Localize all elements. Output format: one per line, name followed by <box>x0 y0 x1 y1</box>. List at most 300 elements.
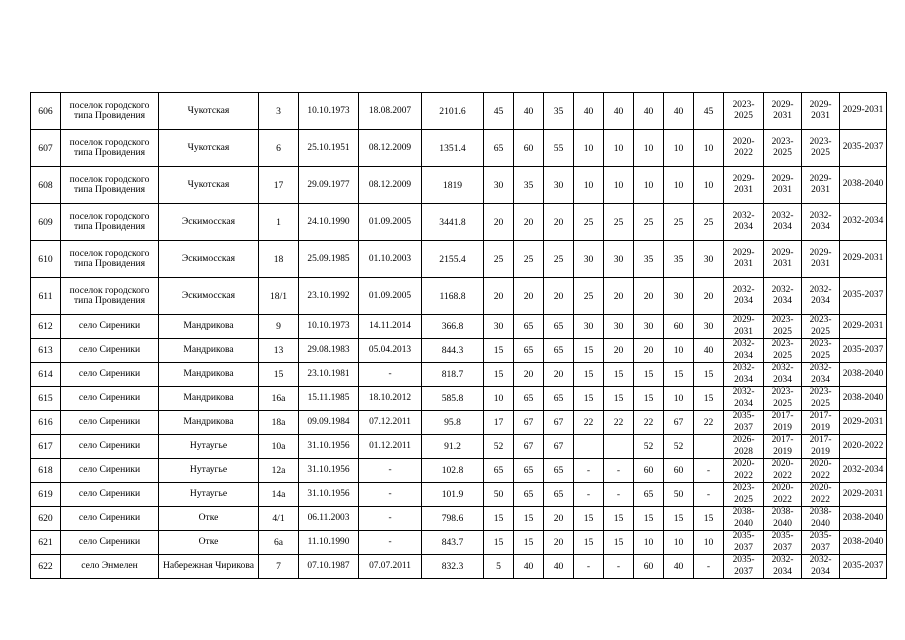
house-number-cell: 13 <box>259 339 299 363</box>
row-number-cell: 622 <box>31 555 61 579</box>
build-date-cell: 25.10.1951 <box>299 130 359 167</box>
survey-date-cell: 18.08.2007 <box>359 93 422 130</box>
table-row <box>31 278 887 315</box>
wear-percent-cell: 25 <box>574 204 604 241</box>
wear-percent-cell: 15 <box>694 363 724 387</box>
settlement-cell: поселок городского типа Провидения <box>61 130 159 167</box>
survey-date-cell: - <box>359 483 422 507</box>
area-cell: 91.2 <box>422 435 484 459</box>
wear-percent-cell: 25 <box>664 204 694 241</box>
repair-period-cell: 2029-2031 <box>764 167 802 204</box>
survey-date-cell: 08.12.2009 <box>359 167 422 204</box>
wear-percent-cell: 22 <box>694 411 724 435</box>
area-cell: 95.8 <box>422 411 484 435</box>
settlement-cell: поселок городского типа Провидения <box>61 204 159 241</box>
area-cell: 102.8 <box>422 459 484 483</box>
wear-percent-cell: 30 <box>484 315 514 339</box>
street-cell: Отке <box>159 507 259 531</box>
repair-period-cell: 2038-2040 <box>764 507 802 531</box>
repair-period-cell: 2032-2034 <box>724 387 764 411</box>
area-cell: 585.8 <box>422 387 484 411</box>
wear-percent-cell: 30 <box>664 278 694 315</box>
settlement-cell: село Сиреники <box>61 387 159 411</box>
build-date-cell: 15.11.1985 <box>299 387 359 411</box>
wear-percent-cell: 25 <box>604 204 634 241</box>
street-cell: Чукотская <box>159 130 259 167</box>
build-date-cell: 29.09.1977 <box>299 167 359 204</box>
wear-percent-cell: 52 <box>484 435 514 459</box>
wear-percent-cell: 60 <box>634 555 664 579</box>
house-number-cell: 9 <box>259 315 299 339</box>
wear-percent-cell: 40 <box>634 93 664 130</box>
repair-period-cell: 2023-2025 <box>764 387 802 411</box>
wear-percent-cell: 20 <box>694 278 724 315</box>
table-row <box>31 315 887 339</box>
repair-period-cell: 2035-2037 <box>724 555 764 579</box>
street-cell: Эскимосская <box>159 204 259 241</box>
wear-percent-cell: 30 <box>484 167 514 204</box>
wear-percent-cell: 5 <box>484 555 514 579</box>
settlement-cell: село Сиреники <box>61 459 159 483</box>
wear-percent-cell: 65 <box>514 315 544 339</box>
street-cell: Эскимосская <box>159 278 259 315</box>
street-cell: Мандрикова <box>159 387 259 411</box>
build-date-cell: 23.10.1981 <box>299 363 359 387</box>
repair-period-cell: 2035-2037 <box>840 339 887 363</box>
wear-percent-cell: 20 <box>514 278 544 315</box>
wear-percent-cell: 40 <box>664 93 694 130</box>
survey-date-cell: 07.12.2011 <box>359 411 422 435</box>
build-date-cell: 10.10.1973 <box>299 93 359 130</box>
table-row <box>31 483 887 507</box>
wear-percent-cell: 25 <box>484 241 514 278</box>
repair-period-cell: 2032-2034 <box>802 204 840 241</box>
street-cell: Нутаугье <box>159 483 259 507</box>
wear-percent-cell: 20 <box>484 278 514 315</box>
repair-period-cell: 2038-2040 <box>840 531 887 555</box>
repair-period-cell: 2029-2031 <box>802 167 840 204</box>
wear-percent-cell: 10 <box>664 387 694 411</box>
repair-period-cell: 2023-2025 <box>802 315 840 339</box>
wear-percent-cell: 52 <box>664 435 694 459</box>
repair-period-cell: 2020-2022 <box>764 459 802 483</box>
area-cell: 1351.4 <box>422 130 484 167</box>
repair-period-cell: 2032-2034 <box>840 204 887 241</box>
wear-percent-cell: 20 <box>634 278 664 315</box>
table-row <box>31 507 887 531</box>
wear-percent-cell: 67 <box>514 435 544 459</box>
repair-period-cell: 2029-2031 <box>802 241 840 278</box>
wear-percent-cell: 40 <box>694 339 724 363</box>
area-cell: 818.7 <box>422 363 484 387</box>
row-number-cell: 612 <box>31 315 61 339</box>
build-date-cell: 23.10.1992 <box>299 278 359 315</box>
repair-period-cell: 2029-2031 <box>764 93 802 130</box>
wear-percent-cell: 15 <box>694 387 724 411</box>
wear-percent-cell: 20 <box>604 278 634 315</box>
repair-period-cell: 2032-2034 <box>802 555 840 579</box>
wear-percent-cell: 40 <box>544 555 574 579</box>
wear-percent-cell: 20 <box>544 204 574 241</box>
wear-percent-cell: 15 <box>514 507 544 531</box>
area-cell: 843.7 <box>422 531 484 555</box>
build-date-cell: 24.10.1990 <box>299 204 359 241</box>
wear-percent-cell: 40 <box>664 555 694 579</box>
house-number-cell: 1 <box>259 204 299 241</box>
table-row <box>31 339 887 363</box>
wear-percent-cell: 15 <box>634 387 664 411</box>
wear-percent-cell: - <box>574 555 604 579</box>
repair-period-cell: 2029-2031 <box>840 483 887 507</box>
wear-percent-cell: 10 <box>574 167 604 204</box>
wear-percent-cell: 20 <box>544 507 574 531</box>
survey-date-cell: 01.09.2005 <box>359 278 422 315</box>
row-number-cell: 613 <box>31 339 61 363</box>
settlement-cell: село Сиреники <box>61 363 159 387</box>
repair-period-cell: 2032-2034 <box>764 363 802 387</box>
wear-percent-cell: 40 <box>604 93 634 130</box>
wear-percent-cell: 20 <box>514 363 544 387</box>
repair-period-cell: 2020-2022 <box>802 483 840 507</box>
repair-period-cell: 2035-2037 <box>840 555 887 579</box>
build-date-cell: 11.10.1990 <box>299 531 359 555</box>
wear-percent-cell: 65 <box>484 459 514 483</box>
wear-percent-cell: 10 <box>664 339 694 363</box>
build-date-cell: 06.11.2003 <box>299 507 359 531</box>
repair-period-cell: 2017-2019 <box>802 411 840 435</box>
area-cell: 366.8 <box>422 315 484 339</box>
house-number-cell: 6а <box>259 531 299 555</box>
survey-date-cell: - <box>359 363 422 387</box>
table-row <box>31 435 887 459</box>
street-cell: Отке <box>159 531 259 555</box>
wear-percent-cell: 15 <box>634 363 664 387</box>
area-cell: 2101.6 <box>422 93 484 130</box>
wear-percent-cell: 65 <box>544 483 574 507</box>
wear-percent-cell: - <box>694 459 724 483</box>
repair-period-cell: 2017-2019 <box>764 435 802 459</box>
wear-percent-cell: 20 <box>484 204 514 241</box>
settlement-cell: поселок городского типа Провидения <box>61 93 159 130</box>
wear-percent-cell: 65 <box>514 339 544 363</box>
wear-percent-cell: - <box>694 555 724 579</box>
house-number-cell: 6 <box>259 130 299 167</box>
wear-percent-cell: 30 <box>634 315 664 339</box>
repair-period-cell: 2032-2034 <box>724 278 764 315</box>
repair-period-cell: 2023-2025 <box>724 483 764 507</box>
wear-percent-cell: 40 <box>514 555 544 579</box>
street-cell: Эскимосская <box>159 241 259 278</box>
settlement-cell: село Сиреники <box>61 411 159 435</box>
table-row <box>31 363 887 387</box>
survey-date-cell: - <box>359 507 422 531</box>
wear-percent-cell: 65 <box>514 387 544 411</box>
build-date-cell: 25.09.1985 <box>299 241 359 278</box>
repair-period-cell: 2017-2019 <box>764 411 802 435</box>
survey-date-cell: - <box>359 459 422 483</box>
table-row <box>31 204 887 241</box>
house-number-cell: 7 <box>259 555 299 579</box>
row-number-cell: 608 <box>31 167 61 204</box>
repair-period-cell: 2035-2037 <box>840 278 887 315</box>
wear-percent-cell <box>694 435 724 459</box>
street-cell: Нутаугье <box>159 459 259 483</box>
wear-percent-cell: 60 <box>664 459 694 483</box>
area-cell: 101.9 <box>422 483 484 507</box>
wear-percent-cell: 55 <box>544 130 574 167</box>
wear-percent-cell: 30 <box>694 315 724 339</box>
wear-percent-cell: 67 <box>514 411 544 435</box>
street-cell: Чукотская <box>159 167 259 204</box>
wear-percent-cell: - <box>604 483 634 507</box>
area-cell: 798.6 <box>422 507 484 531</box>
wear-percent-cell: 52 <box>634 435 664 459</box>
wear-percent-cell: 30 <box>604 315 634 339</box>
wear-percent-cell: 20 <box>604 339 634 363</box>
survey-date-cell: 08.12.2009 <box>359 130 422 167</box>
table-row <box>31 167 887 204</box>
house-number-cell: 18/1 <box>259 278 299 315</box>
survey-date-cell: 01.12.2011 <box>359 435 422 459</box>
wear-percent-cell: 15 <box>574 387 604 411</box>
wear-percent-cell <box>574 435 604 459</box>
wear-percent-cell: 20 <box>544 363 574 387</box>
wear-percent-cell: 25 <box>634 204 664 241</box>
wear-percent-cell: 25 <box>574 278 604 315</box>
repair-period-cell: 2038-2040 <box>840 167 887 204</box>
wear-percent-cell: 15 <box>634 507 664 531</box>
wear-percent-cell: 35 <box>664 241 694 278</box>
build-date-cell: 10.10.1973 <box>299 315 359 339</box>
wear-percent-cell: 45 <box>484 93 514 130</box>
wear-percent-cell: 22 <box>604 411 634 435</box>
wear-percent-cell: 35 <box>544 93 574 130</box>
wear-percent-cell: 15 <box>514 531 544 555</box>
wear-percent-cell: 15 <box>574 363 604 387</box>
survey-date-cell: 05.04.2013 <box>359 339 422 363</box>
repair-period-cell: 2038-2040 <box>802 507 840 531</box>
repair-period-cell: 2020-2022 <box>724 459 764 483</box>
repair-period-cell: 2023-2025 <box>764 315 802 339</box>
wear-percent-cell: 30 <box>544 167 574 204</box>
wear-percent-cell: 15 <box>694 507 724 531</box>
street-cell: Мандрикова <box>159 411 259 435</box>
repair-period-cell: 2032-2034 <box>724 363 764 387</box>
wear-percent-cell: 65 <box>544 339 574 363</box>
street-cell: Набережная Чирикова <box>159 555 259 579</box>
survey-date-cell: 18.10.2012 <box>359 387 422 411</box>
repair-period-cell: 2032-2034 <box>724 339 764 363</box>
repair-period-cell: 2029-2031 <box>840 411 887 435</box>
wear-percent-cell <box>604 435 634 459</box>
row-number-cell: 621 <box>31 531 61 555</box>
wear-percent-cell: 17 <box>484 411 514 435</box>
area-cell: 2155.4 <box>422 241 484 278</box>
wear-percent-cell: 67 <box>664 411 694 435</box>
area-cell: 844.3 <box>422 339 484 363</box>
build-date-cell: 31.10.1956 <box>299 483 359 507</box>
wear-percent-cell: 10 <box>634 531 664 555</box>
row-number-cell: 617 <box>31 435 61 459</box>
wear-percent-cell: 10 <box>694 531 724 555</box>
survey-date-cell: - <box>359 531 422 555</box>
house-number-cell: 12а <box>259 459 299 483</box>
wear-percent-cell: 65 <box>544 315 574 339</box>
settlement-cell: поселок городского типа Провидения <box>61 241 159 278</box>
row-number-cell: 606 <box>31 93 61 130</box>
settlement-cell: село Сиреники <box>61 531 159 555</box>
wear-percent-cell: 65 <box>544 459 574 483</box>
settlement-cell: село Энмелен <box>61 555 159 579</box>
repair-period-cell: 2035-2037 <box>764 531 802 555</box>
wear-percent-cell: 10 <box>634 167 664 204</box>
wear-percent-cell: 67 <box>544 435 574 459</box>
wear-percent-cell: 10 <box>634 130 664 167</box>
repair-period-cell: 2032-2034 <box>764 278 802 315</box>
table-row <box>31 411 887 435</box>
wear-percent-cell: 50 <box>484 483 514 507</box>
house-number-cell: 3 <box>259 93 299 130</box>
row-number-cell: 616 <box>31 411 61 435</box>
row-number-cell: 615 <box>31 387 61 411</box>
repair-period-cell: 2023-2025 <box>764 130 802 167</box>
repair-period-cell: 2035-2037 <box>724 531 764 555</box>
wear-percent-cell: 60 <box>664 315 694 339</box>
wear-percent-cell: - <box>694 483 724 507</box>
build-date-cell: 09.09.1984 <box>299 411 359 435</box>
wear-percent-cell: 40 <box>574 93 604 130</box>
survey-date-cell: 01.10.2003 <box>359 241 422 278</box>
wear-percent-cell: 10 <box>664 167 694 204</box>
survey-date-cell: 07.07.2011 <box>359 555 422 579</box>
house-number-cell: 14а <box>259 483 299 507</box>
repair-period-cell: 2017-2019 <box>802 435 840 459</box>
wear-percent-cell: 15 <box>574 507 604 531</box>
build-date-cell: 31.10.1956 <box>299 435 359 459</box>
repair-period-cell: 2032-2034 <box>764 555 802 579</box>
table-row <box>31 555 887 579</box>
repair-period-cell: 2038-2040 <box>724 507 764 531</box>
build-date-cell: 31.10.1956 <box>299 459 359 483</box>
housing-registry-table <box>30 92 887 579</box>
wear-percent-cell: - <box>604 555 634 579</box>
street-cell: Мандрикова <box>159 339 259 363</box>
wear-percent-cell: - <box>574 459 604 483</box>
wear-percent-cell: 15 <box>574 339 604 363</box>
build-date-cell: 29.08.1983 <box>299 339 359 363</box>
row-number-cell: 611 <box>31 278 61 315</box>
wear-percent-cell: 20 <box>634 339 664 363</box>
wear-percent-cell: - <box>604 459 634 483</box>
street-cell: Мандрикова <box>159 363 259 387</box>
wear-percent-cell: 65 <box>514 483 544 507</box>
repair-period-cell: 2020-2022 <box>840 435 887 459</box>
wear-percent-cell: 25 <box>694 204 724 241</box>
repair-period-cell: 2032-2034 <box>802 363 840 387</box>
row-number-cell: 610 <box>31 241 61 278</box>
repair-period-cell: 2032-2034 <box>802 278 840 315</box>
repair-period-cell: 2029-2031 <box>802 93 840 130</box>
wear-percent-cell: 20 <box>514 204 544 241</box>
row-number-cell: 607 <box>31 130 61 167</box>
repair-period-cell: 2029-2031 <box>840 241 887 278</box>
wear-percent-cell: 22 <box>634 411 664 435</box>
table-row <box>31 130 887 167</box>
house-number-cell: 4/1 <box>259 507 299 531</box>
area-cell: 1168.8 <box>422 278 484 315</box>
wear-percent-cell: 10 <box>694 130 724 167</box>
wear-percent-cell: 45 <box>694 93 724 130</box>
repair-period-cell: 2029-2031 <box>724 241 764 278</box>
wear-percent-cell: 67 <box>544 411 574 435</box>
wear-percent-cell: 20 <box>544 531 574 555</box>
wear-percent-cell: 25 <box>514 241 544 278</box>
settlement-cell: село Сиреники <box>61 435 159 459</box>
wear-percent-cell: 65 <box>634 483 664 507</box>
wear-percent-cell: 10 <box>484 387 514 411</box>
wear-percent-cell: 15 <box>664 507 694 531</box>
wear-percent-cell: 15 <box>604 387 634 411</box>
wear-percent-cell: 35 <box>634 241 664 278</box>
wear-percent-cell: 40 <box>514 93 544 130</box>
wear-percent-cell: 25 <box>544 241 574 278</box>
wear-percent-cell: 65 <box>484 130 514 167</box>
settlement-cell: поселок городского типа Провидения <box>61 278 159 315</box>
wear-percent-cell: 15 <box>604 507 634 531</box>
row-number-cell: 618 <box>31 459 61 483</box>
wear-percent-cell: 50 <box>664 483 694 507</box>
repair-period-cell: 2023-2025 <box>802 387 840 411</box>
wear-percent-cell: 65 <box>514 459 544 483</box>
wear-percent-cell: 15 <box>484 339 514 363</box>
repair-period-cell: 2038-2040 <box>840 507 887 531</box>
table-row <box>31 241 887 278</box>
wear-percent-cell: 10 <box>604 167 634 204</box>
repair-period-cell: 2032-2034 <box>840 459 887 483</box>
settlement-cell: село Сиреники <box>61 315 159 339</box>
wear-percent-cell: - <box>574 483 604 507</box>
wear-percent-cell: 10 <box>694 167 724 204</box>
wear-percent-cell: 60 <box>514 130 544 167</box>
street-cell: Мандрикова <box>159 315 259 339</box>
repair-period-cell: 2029-2031 <box>840 93 887 130</box>
area-cell: 832.3 <box>422 555 484 579</box>
row-number-cell: 620 <box>31 507 61 531</box>
repair-period-cell: 2032-2034 <box>724 204 764 241</box>
wear-percent-cell: 15 <box>484 531 514 555</box>
table-row <box>31 93 887 130</box>
area-cell: 1819 <box>422 167 484 204</box>
street-cell: Чукотская <box>159 93 259 130</box>
repair-period-cell: 2023-2025 <box>802 339 840 363</box>
settlement-cell: село Сиреники <box>61 483 159 507</box>
repair-period-cell: 2020-2022 <box>724 130 764 167</box>
build-date-cell: 07.10.1987 <box>299 555 359 579</box>
repair-period-cell: 2029-2031 <box>840 315 887 339</box>
wear-percent-cell: 30 <box>694 241 724 278</box>
wear-percent-cell: 10 <box>664 531 694 555</box>
repair-period-cell: 2020-2022 <box>764 483 802 507</box>
wear-percent-cell: 10 <box>574 130 604 167</box>
settlement-cell: село Сиреники <box>61 507 159 531</box>
wear-percent-cell: 30 <box>604 241 634 278</box>
wear-percent-cell: 30 <box>574 241 604 278</box>
repair-period-cell: 2038-2040 <box>840 387 887 411</box>
table-row <box>31 459 887 483</box>
house-number-cell: 18 <box>259 241 299 278</box>
repair-period-cell: 2023-2025 <box>764 339 802 363</box>
wear-percent-cell: 15 <box>604 531 634 555</box>
